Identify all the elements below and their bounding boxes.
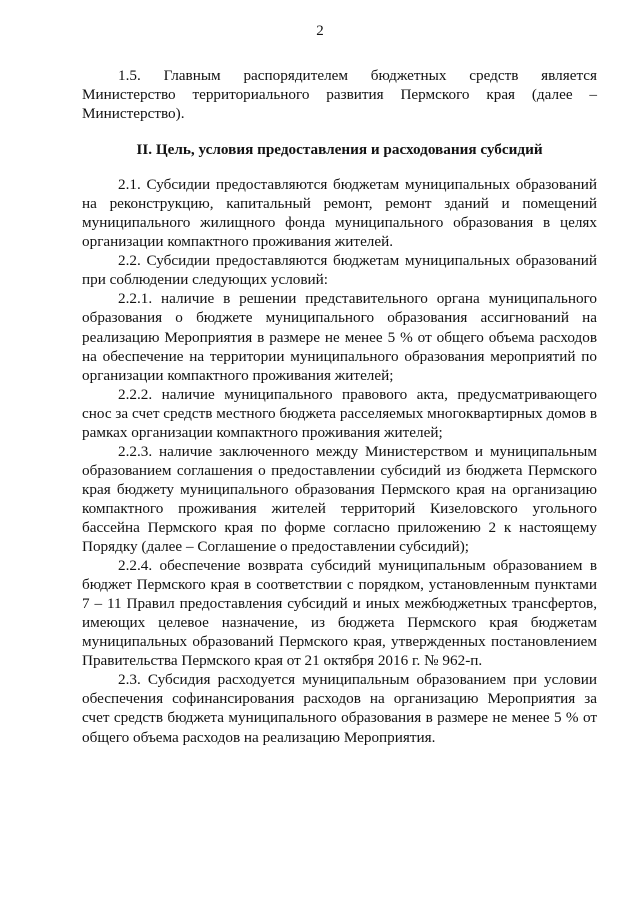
paragraph-2-2-3: 2.2.3. наличие заключенного между Министерством и муниципальным образованием соглашения о предоставлении субсидий из бюджета Пермского края бюджету муниципального образования Пермского края на организацию компактного проживания жителей территорий Кизеловского угольного бассейна Пермского края по форме согласно приложению 2 к настоящему Порядку (далее – Соглашение о предоставлении субсидий); [82, 442, 597, 556]
paragraph-1-5: 1.5. Главным распорядителем бюджетных средств является Министерство территориального развития Пермского края (далее – Министерство). [82, 67, 597, 123]
paragraph-2-1: 2.1. Субсидии предоставляются бюджетам муниципальных образований на реконструкцию, капитальный ремонт, ремонт зданий и помещений муниципального жилищного фонда муниципального образования в целях организации компактного проживания жителей. [82, 176, 597, 251]
page-number: 2 [316, 23, 324, 39]
document-body [82, 66, 597, 747]
paragraph-2-2-4: 2.2.4. обеспечение возврата субсидий муниципальным образованием в бюджет Пермского края в соответствии с порядком, установленным пунктами 7 – 11 Правил предоставления субсидий и иных межбюджетных трансфертов, имеющих целевое назначение, из бюджета Пермского края бюджетам муниципальных образований Пермского края, утвержденных постановлением Правительства Пермского края от 21 октября 2016 г. № 962-п. [82, 557, 597, 670]
paragraph-2-2-1: 2.2.1. наличие в решении представительного органа муниципального образования о бюджете муниципального образования ассигнований на реализацию Мероприятия в размере не менее 5 % от общего объема расходов на обеспечение на территории муниципального образования мероприятий по организации компактного проживания жителей; [82, 290, 597, 384]
paragraph-2-3: 2.3. Субсидия расходуется муниципальным образованием при условии обеспечения софинансирования расходов на организацию Мероприятия за счет средств бюджета муниципального образования в размере не менее 5 % от общего объема расходов на реализацию Мероприятия. [82, 671, 597, 746]
paragraph-2-2-2: 2.2.2. наличие муниципального правового акта, предусматривающего снос за счет средств местного бюджета расселяемых многоквартирных домов в рамках организации компактного проживания жителей; [82, 385, 597, 441]
section-heading: II. Цель, условия предоставления и расходования субсидий [136, 141, 543, 159]
paragraph-2-2: 2.2. Субсидии предоставляются бюджетам муниципальных образований при соблюдении следующих условий: [82, 252, 597, 289]
